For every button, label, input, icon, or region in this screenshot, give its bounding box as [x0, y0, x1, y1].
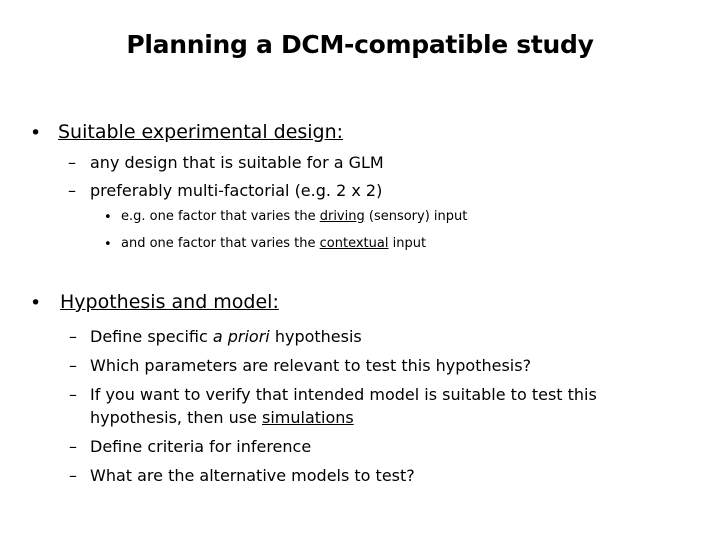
underlined-term: driving: [319, 209, 365, 224]
section-heading-hypothesis: Hypothesis and model:: [60, 291, 279, 313]
text-segment: hypothesis: [269, 327, 362, 346]
dash-marker: –: [68, 153, 76, 172]
sub-list-item: [121, 209, 467, 224]
bullet-marker: •: [30, 122, 42, 144]
list-item: [90, 327, 362, 346]
text-segment: e.g. one factor that varies the: [121, 209, 320, 224]
italic-term: a priori: [212, 327, 270, 346]
text-segment: hypothesis, then use: [90, 408, 262, 427]
list-item: preferably multi-factorial (e.g. 2 x 2): [90, 181, 383, 200]
text-segment: (sensory) input: [364, 209, 468, 224]
text-segment: Define specific: [90, 327, 213, 346]
list-item: What are the alternative models to test?: [90, 466, 415, 485]
dash-marker: –: [69, 356, 77, 375]
slide-title: Planning a DCM-compatible study: [126, 30, 594, 59]
bullet-marker: •: [104, 210, 112, 225]
dash-marker: –: [69, 327, 77, 346]
dash-marker: –: [68, 181, 76, 200]
text-segment: and one factor that varies the: [121, 236, 320, 251]
list-item-continuation: [90, 408, 354, 427]
underlined-term: contextual: [319, 236, 389, 251]
bullet-marker: •: [104, 237, 112, 252]
bullet-marker: •: [30, 292, 42, 314]
dash-marker: –: [69, 466, 77, 485]
text-segment: input: [388, 236, 427, 251]
dash-marker: –: [69, 437, 77, 456]
sub-list-item: [121, 236, 426, 251]
underlined-term: simulations: [262, 408, 354, 427]
list-item: Which parameters are relevant to test this hypothesis?: [90, 356, 532, 375]
list-item: If you want to verify that intended model is suitable to test this: [90, 385, 597, 404]
list-item: Define criteria for inference: [90, 437, 312, 456]
dash-marker: –: [69, 385, 77, 404]
section-heading-design: Suitable experimental design:: [58, 121, 344, 143]
list-item: any design that is suitable for a GLM: [90, 153, 384, 172]
